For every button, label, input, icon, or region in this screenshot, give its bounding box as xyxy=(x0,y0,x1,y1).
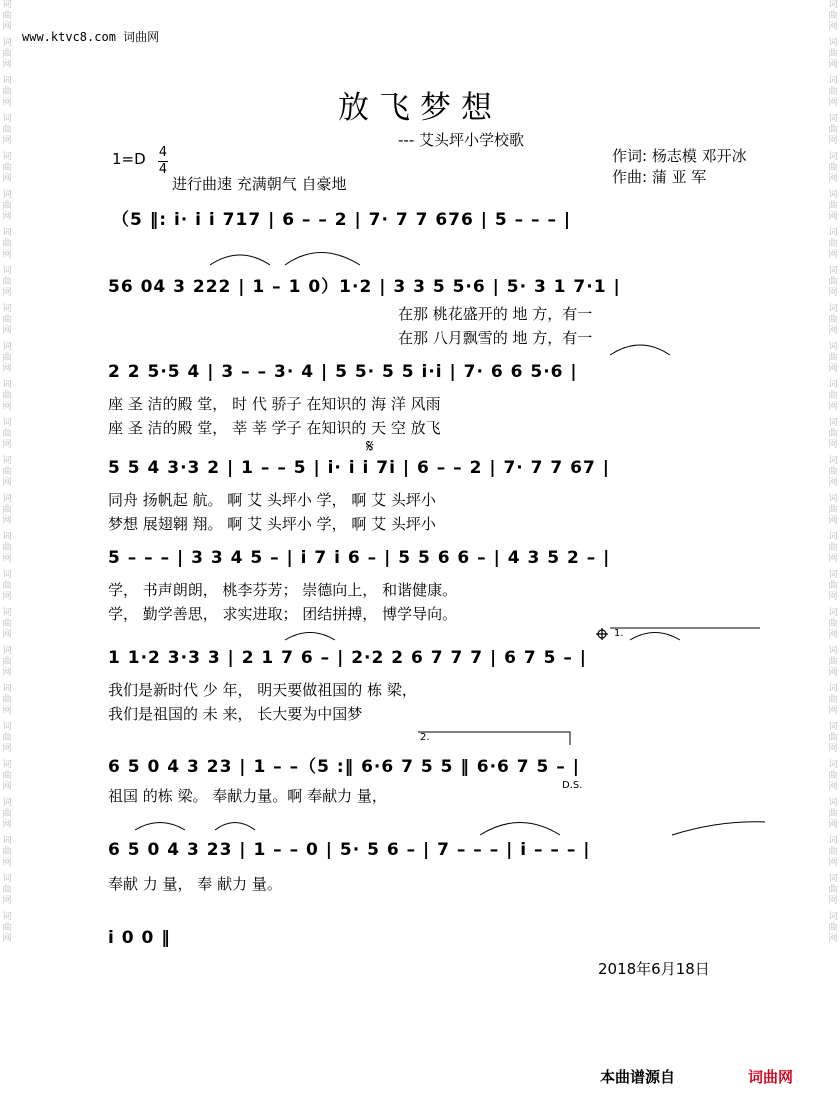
segno-icon xyxy=(366,436,374,457)
music-line-1: （5 ‖: i· i i 717 | 6 – – 2 | 7· 7 7 676 | 5 – – – | xyxy=(112,210,572,230)
slur-mark xyxy=(480,823,560,836)
slur-mark xyxy=(210,255,270,265)
slur-mark xyxy=(215,823,255,831)
coda-icon xyxy=(596,628,608,640)
svg-text:𝄋: 𝄋 xyxy=(366,436,374,457)
slur-mark xyxy=(285,633,335,641)
lyric-line-4-1: 同舟 扬帆起 航。 啊 艾 头坪小 学， 啊 艾 头坪小 xyxy=(108,491,436,509)
slur-mark xyxy=(672,822,765,835)
tempo-marking: 进行曲速 充满朝气 自豪地 xyxy=(172,175,347,193)
lyric-line-2-2: 在那 八月飘雪的 地 方，有一 xyxy=(398,329,593,347)
slur-mark xyxy=(285,253,360,266)
left-watermark-strip: 词曲网 词曲网 词曲网 词曲网 词曲网 词曲网 词曲网 词曲网 词曲网 词曲网 词曲网 词曲网 词曲网 词曲网 词曲网 词曲网 词曲网 词曲网 词曲网 词曲网 词曲网 词曲网 词曲网 词曲网 词曲网 xyxy=(2,0,12,944)
composer-credit: 作曲: 蒲 亚 军 xyxy=(612,168,707,186)
music-line-2: 56 04 3 222 | 1 – 1 0）1·2 | 3 3 5 5·6 | 5· 3 1 7·1 | xyxy=(108,277,621,297)
lyric-line-5-1: 学， 书声朗朗， 桃李芬芳； 崇德向上， 和谐健康。 xyxy=(108,581,458,599)
time-signature-top: 4 xyxy=(158,145,168,160)
subtitle: --- 艾头坪小学校歌 xyxy=(398,131,525,149)
lyric-line-6-1: 我们是新时代 少 年， 明天要做祖国的 栋 梁， xyxy=(108,681,417,699)
first-ending-label: 1. xyxy=(614,628,624,639)
lyric-line-5-2: 学， 勤学善思， 求实进取； 团结拼搏， 博学导向。 xyxy=(108,605,458,623)
lyric-line-8-1: 奉献 力 量， 奉 献力 量。 xyxy=(108,875,282,893)
music-line-6: 1 1·2 3·3 3 | 2 1 7 6 – | 2·2 2 6 7 7 7 | 6 7 5 – | xyxy=(108,648,587,668)
date-text: 2018年6月18日 xyxy=(598,960,710,978)
second-ending-label: 2. xyxy=(420,732,430,743)
lyric-line-2-1: 在那 桃花盛开的 地 方，有一 xyxy=(398,305,593,323)
lyricist-credit: 作词: 杨志模 邓开冰 xyxy=(612,147,747,165)
slur-mark xyxy=(610,345,670,355)
music-line-4: 5 5 4 3·3 2 | 1 – – 5 | i· i i 7i | 6 – – 2 | 7· 7 7 67 | xyxy=(108,458,610,478)
ds-label: D.S. xyxy=(562,780,583,791)
key-signature: 1=D xyxy=(112,150,146,168)
slur-mark xyxy=(135,823,185,831)
lyric-line-6-2: 我们是祖国的 未 来， 长大要为中国梦 xyxy=(108,705,363,723)
lyric-line-3-2: 座 圣 洁的殿 堂， 莘 莘 学子 在知识的 天 空 放飞 xyxy=(108,419,441,437)
page-title: 放飞梦想 xyxy=(338,90,502,126)
lyric-line-7-1: 祖国 的栋 梁。 奉献力量。啊 奉献力 量， xyxy=(108,787,387,805)
music-line-8: 6 5 0 4 3 23 | 1 – – 0 | 5· 5 6 – | 7 – – – | i – – – | xyxy=(108,840,591,860)
source-brand[interactable]: 词曲网 xyxy=(748,1068,794,1086)
music-line-3: 2 2 5·5 4 | 3 – – 3· 4 | 5 5· 5 5 i·i | 7· 6 6 5·6 | xyxy=(108,362,578,382)
music-line-9: i 0 0 ‖ xyxy=(108,928,171,948)
source-label: 本曲谱源自 xyxy=(600,1068,676,1086)
lyric-line-3-1: 座 圣 洁的殿 堂， 时 代 骄子 在知识的 海 洋 风雨 xyxy=(108,395,441,413)
second-ending-bracket xyxy=(418,732,570,745)
music-line-7: 6 5 0 4 3 23 | 1 – –（5 :‖ 6·6 7 5 5 ‖ 6·6 7 5 – | xyxy=(108,757,580,777)
site-header[interactable]: www.ktvc8.com 词曲网 xyxy=(22,30,160,44)
music-line-5: 5 – – – | 3 3 4 5 – | i 7 i 6 – | 5 5 6 6 – | 4 3 5 2 – | xyxy=(108,548,611,568)
right-watermark-strip: 词曲网 词曲网 词曲网 词曲网 词曲网 词曲网 词曲网 词曲网 词曲网 词曲网 词曲网 词曲网 词曲网 词曲网 词曲网 词曲网 词曲网 词曲网 词曲网 词曲网 词曲网 词曲网 词曲网 词曲网 词曲网 xyxy=(828,0,838,944)
time-signature-bottom: 4 xyxy=(158,162,168,177)
lyric-line-4-2: 梦想 展翅翱 翔。 啊 艾 头坪小 学， 啊 艾 头坪小 xyxy=(108,515,436,533)
slur-mark xyxy=(630,633,680,641)
